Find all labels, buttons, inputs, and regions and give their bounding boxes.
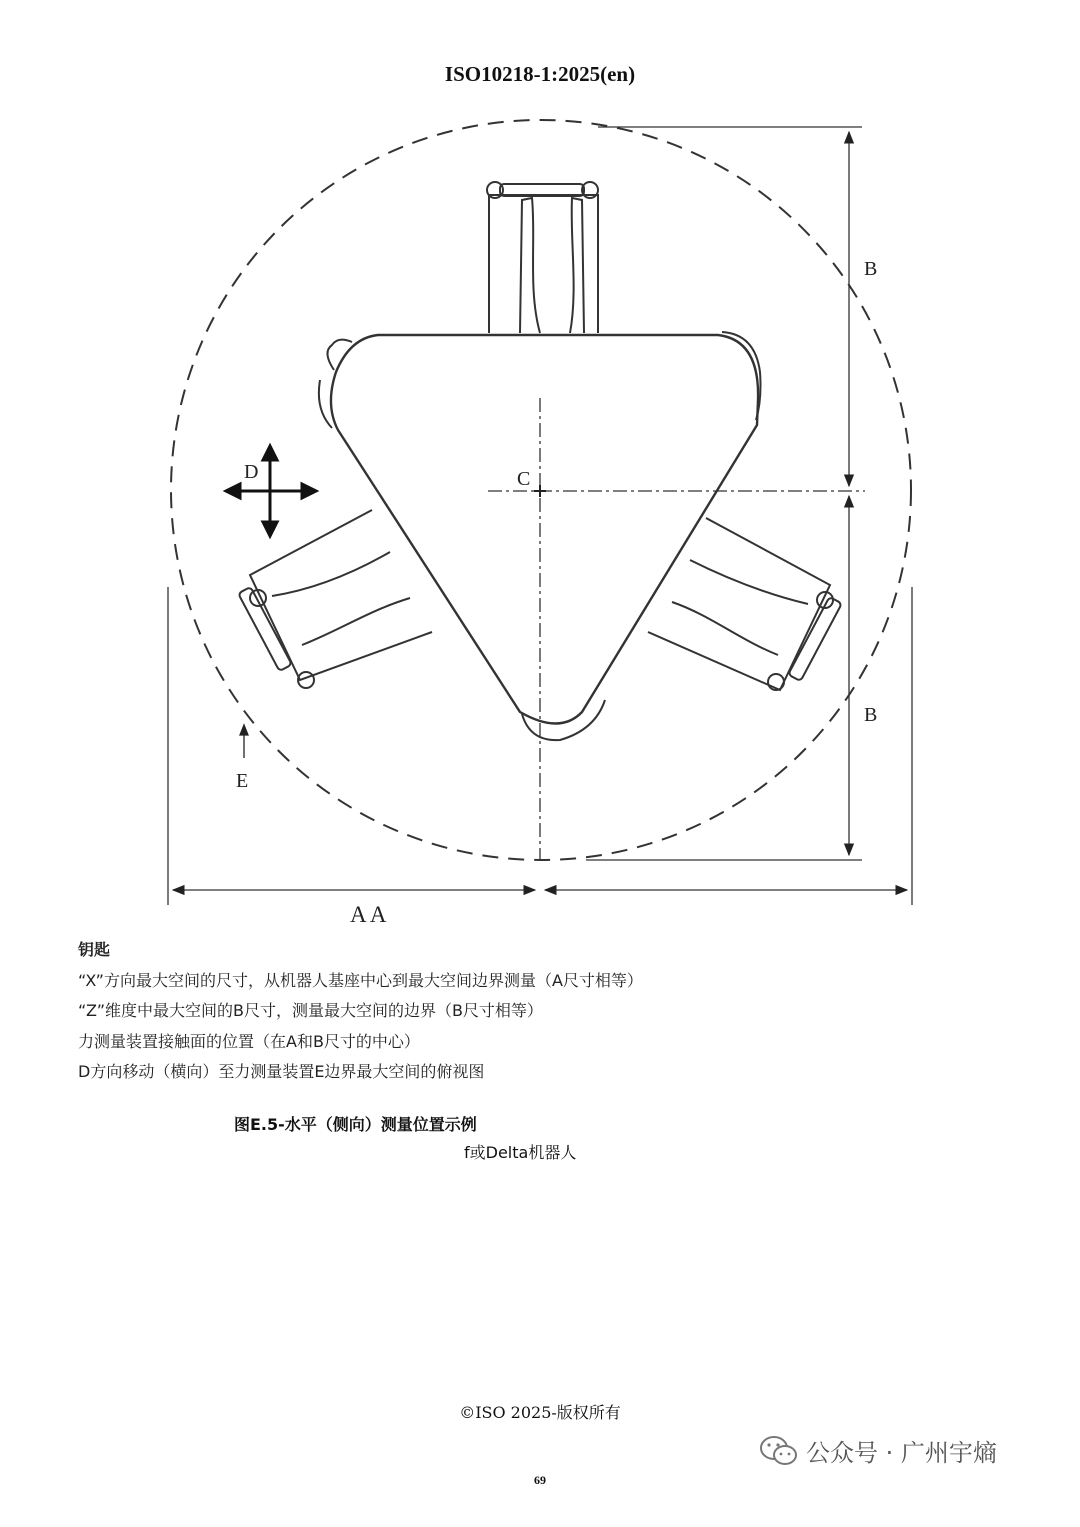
label-b-bottom: B (864, 704, 878, 726)
label-b-top: B (864, 258, 878, 280)
watermark-text: 公众号 · 广州宇熵 (806, 1439, 997, 1467)
robot-base-triangle (331, 335, 758, 724)
page-number: 69 (534, 1473, 546, 1487)
up-arrow-icon (240, 725, 248, 758)
label-d: D (244, 461, 259, 483)
document-header-title: ISO10218-1:2025(en) (444, 62, 636, 86)
figure-caption: 图E.5-水平（侧向）测量位置示例 (234, 1115, 477, 1134)
key-title: 钥匙 (78, 940, 111, 959)
key-item: “Z”维度中最大空间的B尺寸，测量最大空间的边界（B尺寸相等） (78, 1001, 543, 1020)
label-a-a: A A (350, 902, 387, 927)
wechat-icon (760, 1435, 798, 1467)
robot-arm-lower-left (238, 510, 432, 688)
copyright-notice: ©ISO 2025-版权所有 (459, 1403, 621, 1422)
figure-subcaption: f或Delta机器人 (464, 1143, 577, 1162)
key-item: D方向移动（横向）至力测量装置E边界最大空间的俯视图 (78, 1062, 485, 1081)
bidirectional-arrow-icon (226, 446, 316, 536)
key-item: 力测量装置接触面的位置（在A和B尺寸的中心） (78, 1031, 420, 1051)
figure-key (78, 935, 643, 1088)
label-c: C (517, 468, 531, 490)
watermark (760, 1433, 997, 1468)
robot-arm-top (487, 182, 598, 333)
key-item: “X”方向最大空间的尺寸，从机器人基座中心到最大空间边界测量（A尺寸相等） (78, 970, 643, 990)
label-e: E (236, 770, 249, 792)
